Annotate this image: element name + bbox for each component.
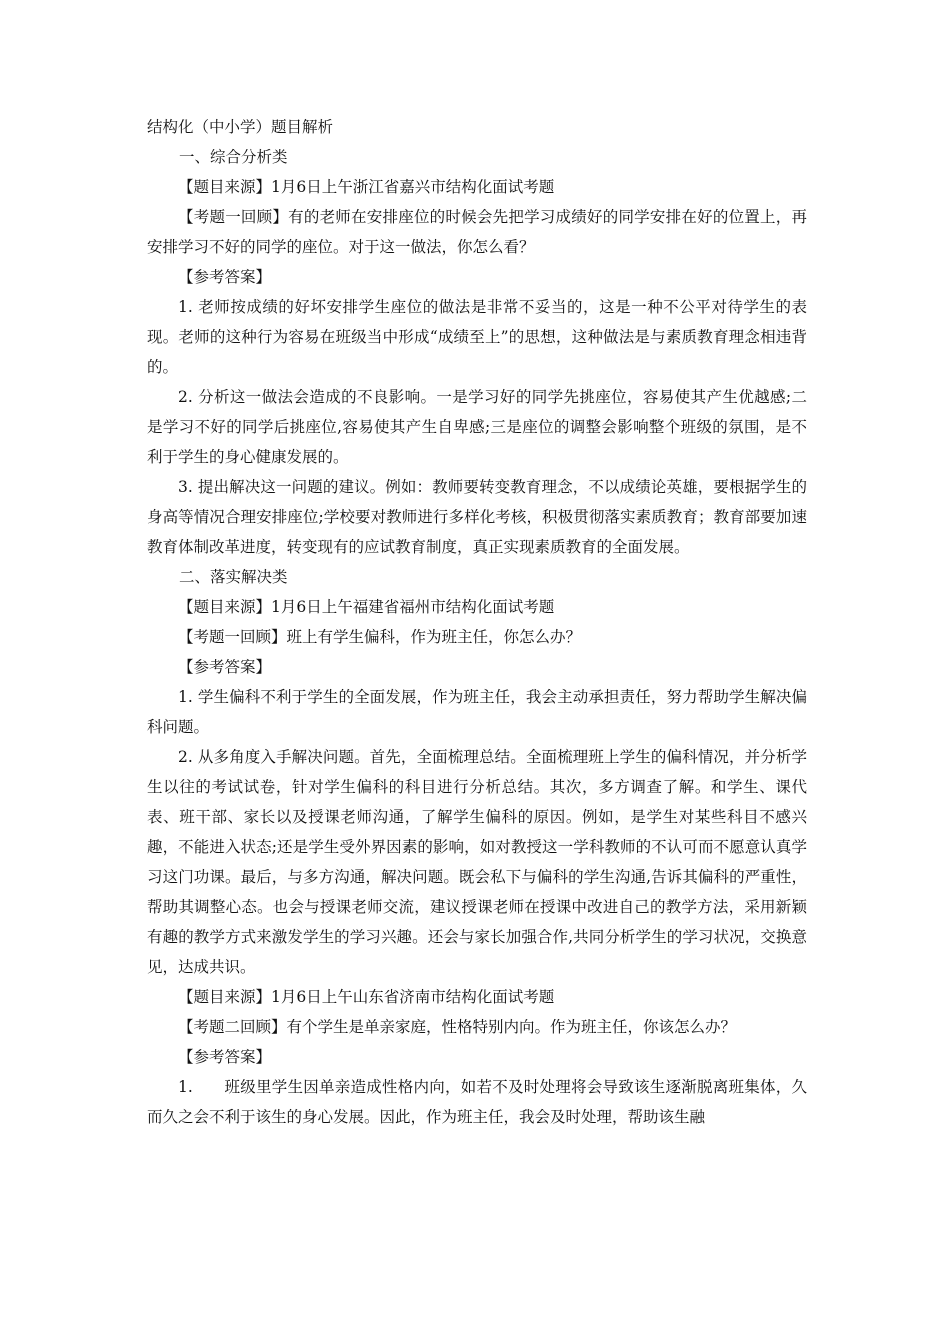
answer-paragraph: 1. 班级里学生因单亲造成性格内向，如若不及时处理将会导致该生逐渐脱离班集体，久而久之会不利于该生的身心发展。因此，作为班主任，我会及时处理，帮助该生融 <box>147 1078 807 1126</box>
question-text: 【考题二回顾】有个学生是单亲家庭，性格特别内向。作为班主任，你该怎么办？ <box>178 1018 737 1036</box>
answer-label: 【参考答案】 <box>178 268 272 286</box>
answer-paragraph: 1. 学生偏科不利于学生的全面发展，作为班主任，我会主动承担责任，努力帮助学生解决偏科问题。 <box>147 688 807 736</box>
question-text: 【考题一回顾】班上有学生偏科，作为班主任，你怎么办？ <box>178 628 582 646</box>
answer-label: 【参考答案】 <box>178 658 272 676</box>
question-text: 【考题一回顾】有的老师在安排座位的时候会先把学习成绩好的同学安排在好的位置上，再安排学习不好的同学的座位。对于这一做法，你怎么看？ <box>147 208 807 256</box>
question-source: 【题目来源】1月6日上午山东省济南市结构化面试考题 <box>178 988 555 1006</box>
question-source: 【题目来源】1月6日上午浙江省嘉兴市结构化面试考题 <box>178 178 555 196</box>
answer-label: 【参考答案】 <box>178 1048 272 1066</box>
answer-paragraph: 2. 分析这一做法会造成的不良影响。一是学习好的同学先挑座位，容易使其产生优越感;二是学习不好的同学后挑座位,容易使其产生自卑感;三是座位的调整会影响整个班级的氛围，是不利于学生的身心健康发展的。 <box>147 388 807 466</box>
document-title: 结构化（中小学）题目解析 <box>147 118 334 136</box>
section-heading-1: 一、综合分析类 <box>179 148 288 166</box>
answer-paragraph: 2. 从多角度入手解决问题。首先，全面梳理总结。全面梳理班上学生的偏科情况，并分析学生以往的考试试卷，针对学生偏科的科目进行分析总结。其次，多方调查了解。和学生、课代表、班干部、家长以及授课老师沟通，了解学生偏科的原因。例如，是学生对某些科目不感兴趣，不能进入状态;还是学生受外界因素的影响，如对教授这一学科教师的不认可而不愿意认真学习这门功课。最后，与多方沟通，解决问题。既会私下与偏科的学生沟通,告诉其偏科的严重性，帮助其调整心态。也会与授课老师交流，建议授课老师在授课中改进自己的教学方法，采用新颖有趣的教学方式来激发学生的学习兴趣。还会与家长加强合作,共同分析学生的学习状况，交换意见，达成共识。 <box>147 748 807 976</box>
document-body <box>147 112 807 1132</box>
question-source: 【题目来源】1月6日上午福建省福州市结构化面试考题 <box>178 598 555 616</box>
section-heading-2: 二、落实解决类 <box>179 568 288 586</box>
answer-paragraph: 3. 提出解决这一问题的建议。例如：教师要转变教育理念，不以成绩论英雄，要根据学生的身高等情况合理安排座位;学校要对教师进行多样化考核，积极贯彻落实素质教育；教育部要加速教育体制改革进度，转变现有的应试教育制度，真正实现素质教育的全面发展。 <box>147 478 807 556</box>
answer-paragraph: 1. 老师按成绩的好坏安排学生座位的做法是非常不妥当的，这是一种不公平对待学生的表现。老师的这种行为容易在班级当中形成“成绩至上”的思想，这种做法是与素质教育理念相违背的。 <box>147 298 807 376</box>
